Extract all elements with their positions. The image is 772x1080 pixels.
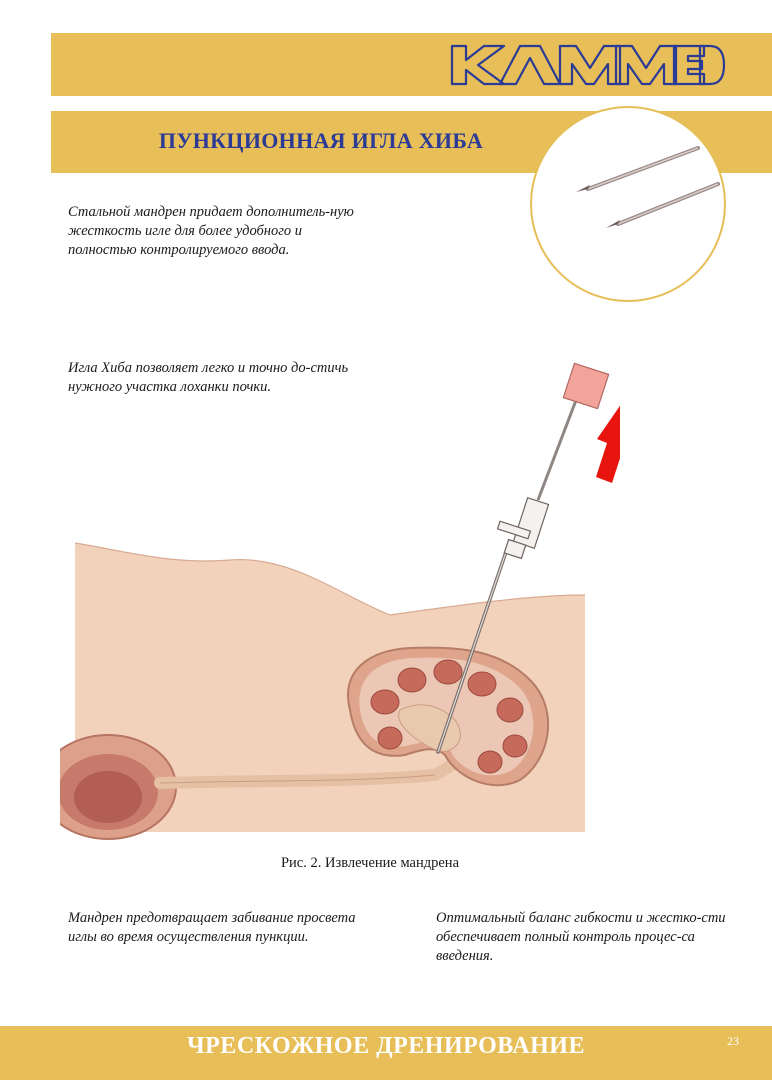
mandrel bbox=[538, 395, 578, 500]
page-number: 23 bbox=[727, 1034, 739, 1048]
red-arrow bbox=[596, 397, 620, 483]
kammed-logo bbox=[448, 38, 726, 90]
paragraph-chiba-needle: Игла Хиба позволяет легко и точно до-стичь нужного участка лоханки почки. bbox=[68, 360, 349, 395]
mandrel-cap bbox=[563, 363, 608, 408]
paragraph-mandrel: Стальной мандрен придает дополнитель-ную жесткость игле для более удобного и полностью контролируемого ввода. bbox=[68, 204, 354, 258]
kidney-puncture-illustration bbox=[60, 350, 620, 840]
footer-title: ЧРЕСКОЖНОЕ ДРЕНИРОВАНИЕ bbox=[187, 1033, 585, 1059]
paragraph-lumen: Мандрен предотвращает забивание просвета иглы во время осуществления пункции. bbox=[68, 910, 356, 945]
needle-tips-illustration bbox=[528, 104, 728, 304]
page-title: ПУНКЦИОННАЯ ИГЛА ХИБА bbox=[158, 128, 484, 153]
needle-hub bbox=[498, 498, 549, 559]
paragraph-balance: Оптимальный баланс гибкости и жестко-сти обеспечивает полный контроль процес-са введения. bbox=[436, 910, 726, 964]
figure-caption: Рис. 2. Извлечение мандрена bbox=[280, 855, 459, 871]
